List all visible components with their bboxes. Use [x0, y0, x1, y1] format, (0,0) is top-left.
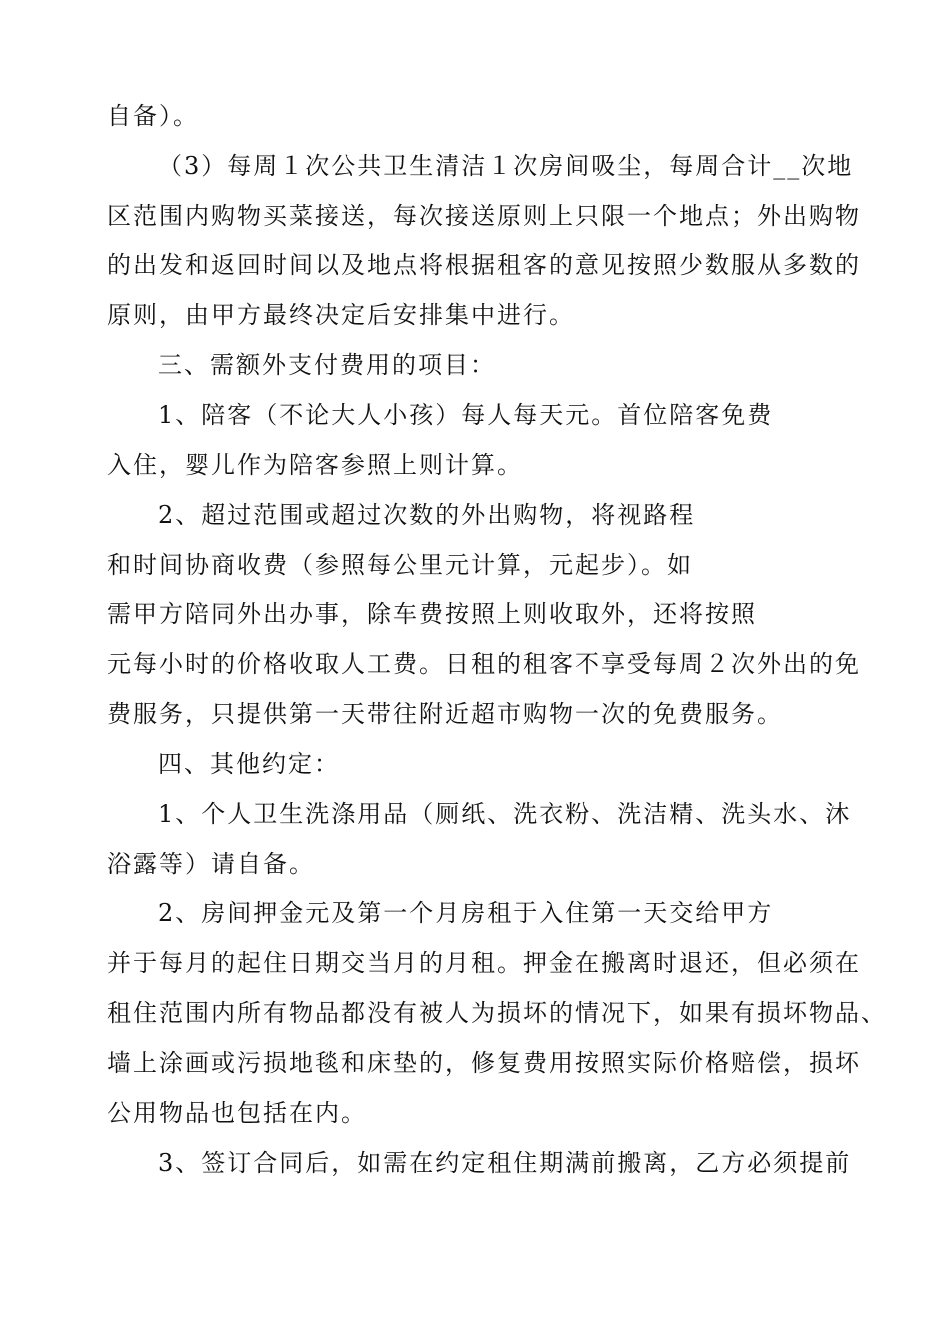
text-line: 1、个人卫生洗涤用品（厕纸、洗衣粉、洗洁精、洗头水、沐	[158, 800, 852, 828]
text-line: 浴露等）请自备。	[107, 850, 315, 878]
section-heading: 四、其他约定：	[158, 750, 340, 778]
text-line: 和时间协商收费（参照每公里元计算，元起步）。如	[107, 551, 693, 579]
text-line: 的出发和返回时间以及地点将根据租客的意见按照少数服从多数的	[107, 251, 861, 279]
text-line: 墙上涂画或污损地毯和床垫的，修复费用按照实际价格赔偿，损坏	[107, 1049, 861, 1077]
text-line: 需甲方陪同外出办事，除车费按照上则收取外，还将按照	[107, 600, 757, 628]
text-line: 2、超过范围或超过次数的外出购物，将视路程	[158, 501, 696, 529]
section-heading: 三、需额外支付费用的项目：	[158, 351, 496, 379]
text-line: 1、陪客（不论大人小孩）每人每天元。首位陪客免费	[158, 401, 774, 429]
text-line: 3、签订合同后，如需在约定租住期满前搬离，乙方必须提前	[158, 1149, 852, 1177]
text-line: 租住范围内所有物品都没有被人为损坏的情况下，如果有损坏物品、	[107, 999, 887, 1027]
text-line: 2、房间押金元及第一个月房租于入住第一天交给甲方	[158, 899, 774, 927]
text-line: 区范围内购物买菜接送，每次接送原则上只限一个地点；外出购物	[107, 202, 861, 230]
text-line: 自备）。	[107, 102, 199, 130]
text-line: 公用物品也包括在内。	[107, 1099, 367, 1127]
text-line: 入住，婴儿作为陪客参照上则计算。	[107, 451, 523, 479]
text-line: 原则，由甲方最终决定后安排集中进行。	[107, 301, 575, 329]
text-line: 元每小时的价格收取人工费。日租的租客不享受每周２次外出的免	[107, 650, 861, 678]
text-line: （3）每周１次公共卫生清洁１次房间吸尘，每周合计__次地	[158, 152, 854, 180]
text-line: 并于每月的起住日期交当月的月租。押金在搬离时退还，但必须在	[107, 949, 861, 977]
text-line: 费服务，只提供第一天带往附近超市购物一次的免费服务。	[107, 700, 783, 728]
